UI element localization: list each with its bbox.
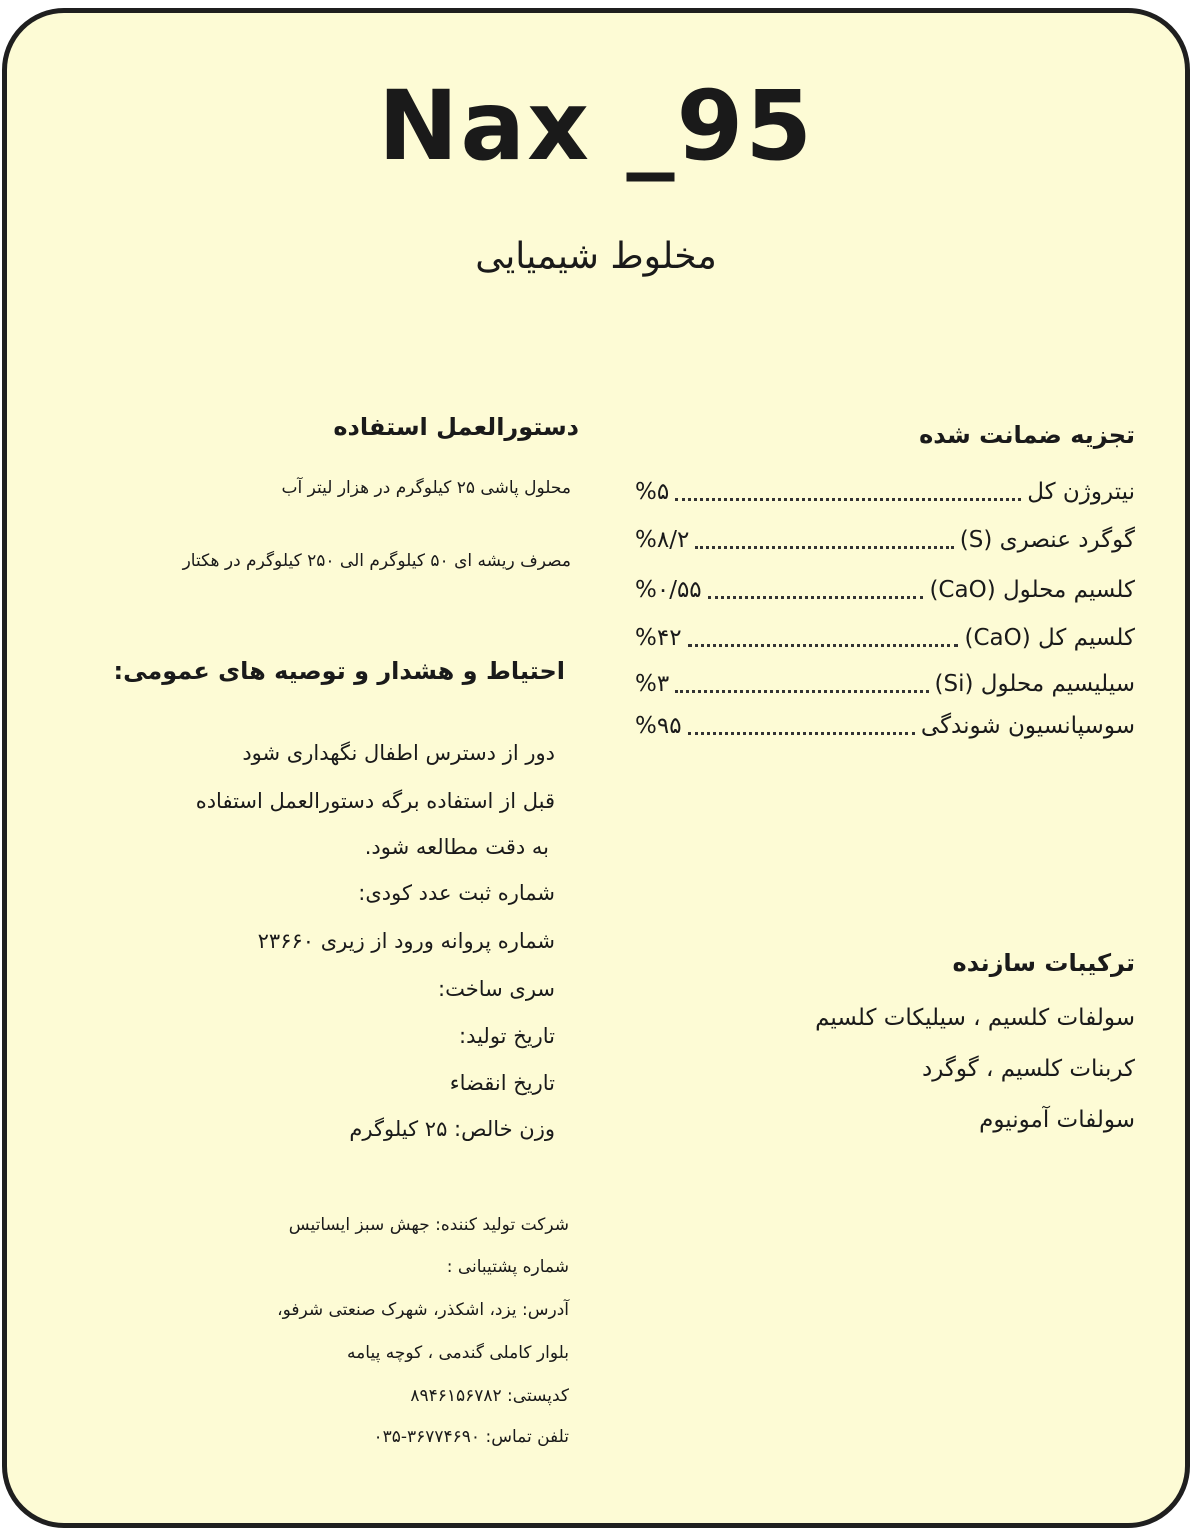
analysis-row (635, 475, 1135, 509)
analysis-name: کلسیم محلول (CaO) (929, 577, 1135, 603)
precaution-item: شماره ثبت عدد کودی: (358, 881, 555, 905)
precaution-item: به دقت مطالعه شود. (364, 835, 549, 859)
analysis-row (635, 573, 1135, 607)
analysis-row (635, 709, 1135, 743)
net-weight: وزن خالص: ۲۵ کیلوگرم (349, 1117, 555, 1141)
precaution-item: تاریخ انقضاء (449, 1071, 555, 1095)
analysis-value: %۳ (635, 671, 670, 697)
leader-dots (695, 532, 953, 549)
analysis-name: گوگرد عنصری (S) (959, 527, 1135, 553)
component-item: کربنات کلسیم ، گوگرد (921, 1056, 1135, 1082)
instruction-item: محلول پاشی ۲۵ کیلوگرم در هزار لیتر آب (281, 478, 571, 498)
instruction-item: مصرف ریشه ای ۵۰ کیلوگرم الی ۲۵۰ کیلوگرم در هکتار (182, 551, 571, 571)
support-number: شماره پشتیبانی : (446, 1257, 569, 1277)
leader-dots (675, 484, 1021, 501)
analysis-row (635, 667, 1135, 701)
analysis-name: کلسیم کل (CaO) (964, 625, 1135, 651)
analysis-row (635, 621, 1135, 655)
analysis-name: سیلیسیم محلول (Si) (934, 671, 1135, 697)
leader-dots (708, 582, 924, 599)
postal-code: کدپستی: ۸۹۴۶۱۵۶۷۸۲ (410, 1386, 569, 1406)
instructions-heading: دستورالعمل استفاده (333, 413, 579, 441)
components-heading: ترکیبات سازنده (952, 949, 1135, 977)
component-item: سولفات کلسیم ، سیلیکات کلسیم (815, 1005, 1135, 1031)
manufacturer-name: شرکت تولید کننده: جهش سبز ایساتیس (288, 1215, 569, 1235)
leader-dots (688, 630, 959, 647)
analysis-name: نیتروژن کل (1027, 479, 1135, 505)
precaution-item: شماره پروانه ورود از زیری ۲۳۶۶۰ (257, 929, 555, 953)
precaution-item: سری ساخت: (438, 977, 555, 1001)
address-line: بلوار کاملی گندمی ، کوچه پیامه (347, 1343, 569, 1363)
analysis-row (635, 523, 1135, 557)
analysis-value: %۸/۲ (635, 527, 690, 553)
address-line: آدرس: یزد، اشکذر، شهرک صنعتی شرفو، (277, 1300, 569, 1320)
analysis-heading: تجزیه ضمانت شده (919, 421, 1135, 449)
precautions-heading: احتیاط و هشدار و توصیه های عمومی: (113, 657, 565, 685)
product-label (2, 8, 1190, 1528)
product-subtitle: مخلوط شیمیایی (475, 236, 717, 277)
analysis-value: %۴۲ (635, 625, 682, 651)
precaution-item: دور از دسترس اطفال نگهداری شود (242, 741, 555, 765)
product-title: Nax _95 (377, 70, 815, 182)
precaution-item: قبل از استفاده برگه دستورالعمل استفاده (195, 789, 555, 813)
phone-number: تلفن تماس: ۳۶۷۷۴۶۹۰-۰۳۵ (373, 1427, 569, 1447)
analysis-value: %۰/۵۵ (635, 577, 702, 603)
analysis-value: %۵ (635, 479, 670, 505)
precaution-item: تاریخ تولید: (459, 1024, 555, 1048)
analysis-name: سوسپانسیون شوندگی (920, 713, 1135, 739)
analysis-value: %۹۵ (635, 713, 682, 739)
leader-dots (688, 718, 915, 735)
leader-dots (675, 676, 928, 693)
component-item: سولفات آمونیوم (979, 1107, 1135, 1133)
